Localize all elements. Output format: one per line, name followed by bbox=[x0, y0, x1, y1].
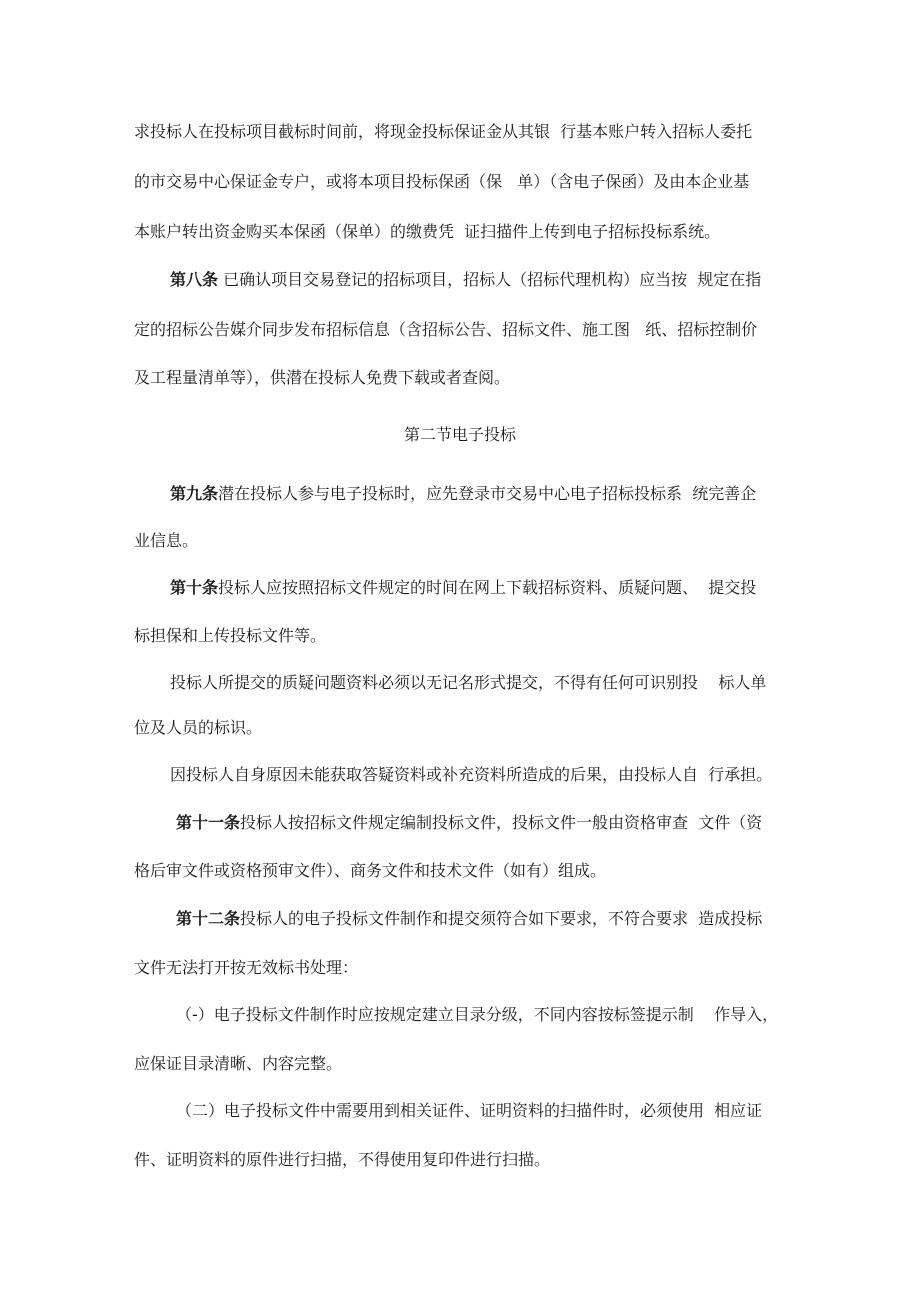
article9-line1 bbox=[170, 484, 756, 504]
article8-line2: 定的招标公告媒介同步发布招标信息（含招标公告、招标文件、施工图 纸、招标控制价 bbox=[134, 320, 758, 339]
self-line1: 因投标人自身原因未能获取答疑资料或补充资料所造成的后果，由投标人自 行承担。 bbox=[170, 765, 773, 784]
anon-line1: 投标人所提交的质疑问题资料必须以无记名形式提交，不得有任何可识别投 标人单 bbox=[170, 673, 767, 692]
article12-line2: 文件无法打开按无效标书处理： bbox=[134, 958, 359, 977]
anon-line2: 位及人员的标识。 bbox=[134, 718, 263, 737]
para1-line2: 的市交易中心保证金专户，或将本项目投标保函（保 单）（含电子保函）及由本企业基 bbox=[134, 172, 750, 191]
item2-line2: 件、证明资料的原件进行扫描，不得使用复印件进行扫描。 bbox=[134, 1150, 551, 1169]
article10-label: 第十条 bbox=[170, 578, 219, 597]
item2-line1: （二）电子投标文件中需要用到相关证件、证明资料的扫描件时，必须使用 相应证 bbox=[176, 1101, 763, 1120]
article12-text: 投标人的电子投标文件制作和提交须符合如下要求，不符合要求 造成投标 bbox=[240, 909, 763, 928]
article10-line1 bbox=[170, 578, 756, 598]
article11-label: 第十一条 bbox=[176, 813, 241, 832]
article8-label: 第八条 bbox=[170, 270, 219, 289]
item1-line2: 应保证目录清晰、内容完整。 bbox=[134, 1054, 343, 1073]
article10-text: 投标人应按照招标文件规定的时间在网上下载招标资料、质疑问题、 提交投 bbox=[218, 578, 757, 597]
article8-line3: 及工程量清单等），供潜在投标人免费下载或者查阅。 bbox=[134, 368, 511, 387]
article12-label: 第十二条 bbox=[176, 909, 241, 928]
para1-line3: 本账户转出资金购买本保函（保单）的缴费凭 证扫描件上传到电子招标投标系统。 bbox=[134, 222, 721, 241]
article9-line2: 业信息。 bbox=[134, 531, 199, 550]
section-title: 第二节电子投标 bbox=[403, 425, 516, 444]
article9-text: 潜在投标人参与电子投标时，应先登录市交易中心电子招标投标系 统完善企 bbox=[218, 484, 757, 503]
item1-line1: （-）电子投标文件制作时应按规定建立目录分级，不同内容按标签提示制 作导入， bbox=[176, 1005, 779, 1024]
article10-line2: 标担保和上传投标文件等。 bbox=[134, 626, 327, 645]
article11-line1 bbox=[176, 813, 762, 833]
article12-line1 bbox=[176, 909, 762, 929]
article11-line2: 格后审文件或资格预审文件）、商务文件和技术文件（如有）组成。 bbox=[134, 861, 607, 880]
article11-text: 投标人按招标文件规定编制投标文件，投标文件一般由资格审查 文件（资 bbox=[240, 813, 763, 832]
article9-label: 第九条 bbox=[170, 484, 219, 503]
article8-text: 已确认项目交易登记的招标项目，招标人（招标代理机构）应当按 规定在指 bbox=[218, 270, 762, 289]
article8-line1 bbox=[170, 270, 761, 290]
para1-line1: 求投标人在投标项目截标时间前，将现金投标保证金从其银 行基本账户转入招标人委托 bbox=[134, 122, 753, 141]
